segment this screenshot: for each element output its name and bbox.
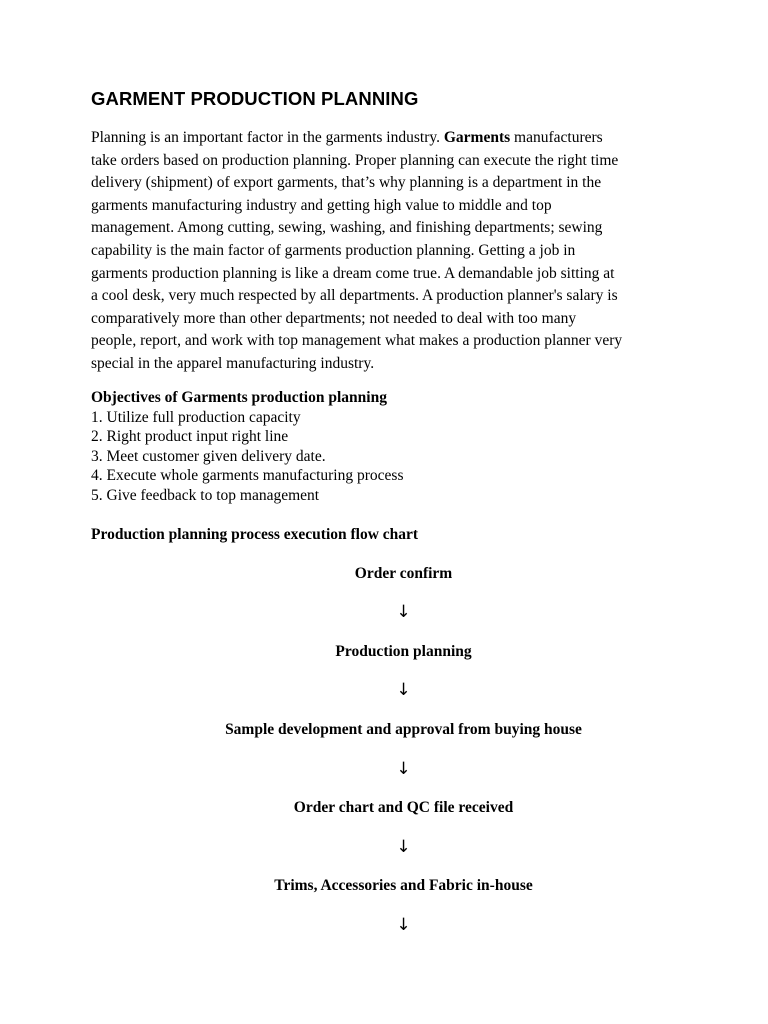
intro-paragraph (91, 127, 716, 376)
objective-item: 4. Execute whole garments manufacturing process (91, 467, 404, 485)
intro-line (91, 127, 716, 150)
objectives-section (91, 388, 403, 506)
objectives-heading: Objectives of Garments production planning (91, 389, 387, 406)
intro-text: Planning is an important factor in the garments industry. (91, 129, 444, 146)
flow-step-trims-in-house: Trims, Accessories and Fabric in-house (274, 877, 533, 894)
down-arrow-icon: ↓ (396, 602, 411, 622)
objective-item: 5. Give feedback to top management (91, 486, 320, 504)
objective-item: 2. Right product input right line (91, 428, 289, 446)
intro-line: take orders based on production planning. Proper planning can execute the right time (91, 151, 619, 169)
intro-line: a cool desk, very much respected by all departments. A production planner's salary is (91, 287, 618, 305)
flow-step-order-chart: Order chart and QC file received (293, 799, 514, 816)
down-arrow-icon: ↓ (396, 837, 411, 857)
intro-bold-term: Garments (443, 129, 511, 146)
intro-text: manufacturers (510, 129, 603, 146)
objective-item: 3. Meet customer given delivery date. (91, 447, 326, 465)
flow-step-sample-development: Sample development and approval from buying house (225, 721, 582, 738)
intro-line: delivery (shipment) of export garments, that’s why planning is a department in the (91, 174, 602, 192)
intro-line: special in the apparel manufacturing industry. (91, 354, 375, 372)
intro-line: management. Among cutting, sewing, washing, and finishing departments; sewing (91, 219, 603, 237)
flow-step-order-confirm: Order confirm (354, 565, 453, 582)
intro-line: people, report, and work with top management what makes a production planner very (91, 332, 623, 350)
objective-item: 1. Utilize full production capacity (91, 408, 301, 426)
intro-line: garments production planning is like a dream come true. A demandable job sitting at (91, 264, 615, 282)
down-arrow-icon: ↓ (396, 759, 411, 779)
flow-step-production-planning: Production planning (335, 643, 472, 660)
down-arrow-icon: ↓ (396, 680, 411, 700)
page-title: GARMENT PRODUCTION PLANNING (91, 88, 419, 109)
flow-chart-heading: Production planning process execution flow chart (91, 526, 419, 543)
intro-line: comparatively more than other departments; not needed to deal with too many (91, 309, 577, 327)
intro-line: capability is the main factor of garments production planning. Getting a job in (91, 241, 576, 259)
intro-line: garments manufacturing industry and getting high value to middle and top (91, 196, 552, 214)
down-arrow-icon: ↓ (396, 915, 411, 935)
